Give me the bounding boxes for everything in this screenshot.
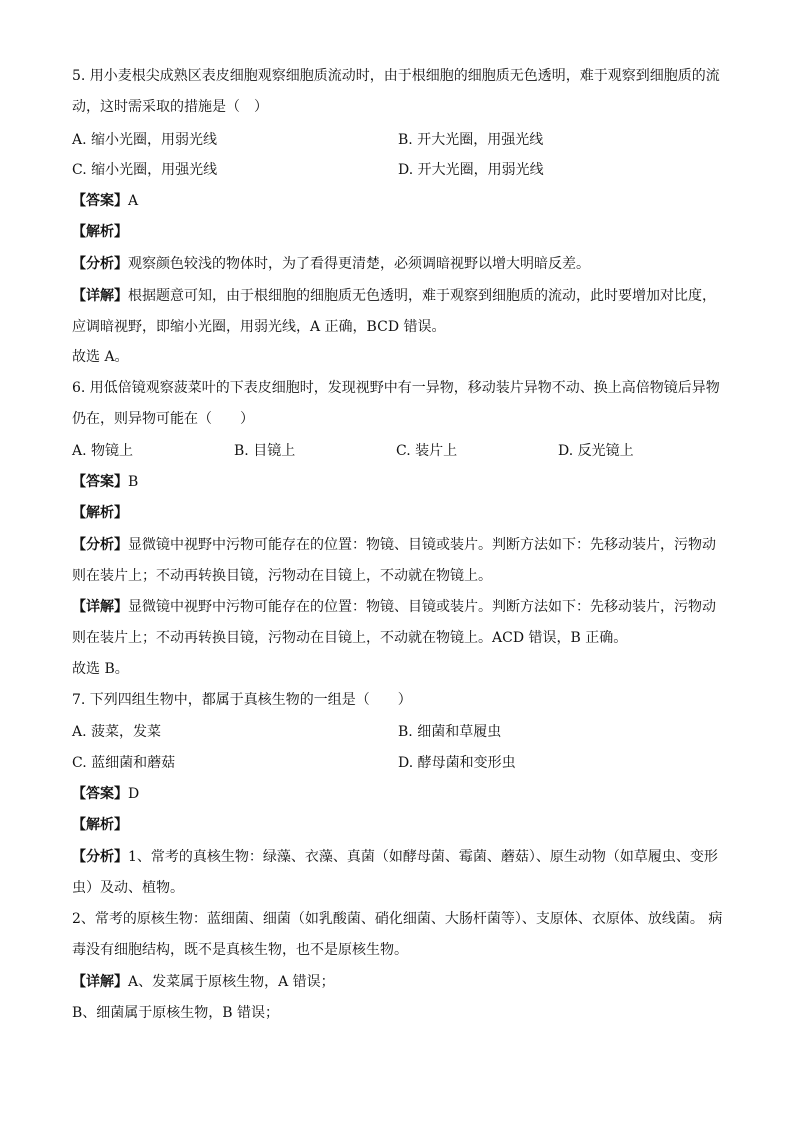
- q6-fenxi-tag: 【分析】: [72, 537, 128, 553]
- q6-stem-line2: 仍在，则异物可能在（ ）: [72, 411, 254, 427]
- q7-xiangjie-tag: 【详解】: [72, 974, 128, 990]
- q6-option-a: A. 物镜上: [72, 443, 134, 459]
- q6-xiangjie-line1: [72, 597, 716, 617]
- q6-xiangjie-text1: 显微镜中视野中污物可能存在的位置：物镜、目镜或装片。判断方法如下：先移动装片，污物动: [128, 599, 716, 615]
- q5-stem-line2: 动，这时需采取的措施是（ ）: [72, 99, 268, 115]
- q5-xiangjie-line2: 应调暗视野，即缩小光圈，用弱光线，A 正确，BCD 错误。: [72, 319, 446, 335]
- q5-xiangjie-line1: [72, 286, 716, 306]
- q7-stem: 7. 下列四组生物中，都属于真核生物的一组是（ ）: [72, 692, 412, 708]
- q7-xiangjie-text1: A、发菜属于原核生物，A 错误；: [128, 974, 335, 990]
- q6-fenxi-line2: 则在装片上；不动再转换目镜，污物动在目镜上，不动就在物镜上。: [72, 568, 492, 584]
- q5-xiangjie-tag: 【详解】: [72, 288, 128, 304]
- q6-option-b: B. 目镜上: [234, 443, 296, 459]
- q6-analysis-tag: [72, 503, 128, 523]
- q7-option-d: D. 酵母菌和变形虫: [398, 755, 516, 771]
- q5-answer-value: A: [128, 193, 139, 209]
- q5-stem-line1: 5. 用小麦根尖成熟区表皮细胞观察细胞质流动时，由于根细胞的细胞质无色透明，难于观察到细胞质的流: [72, 68, 720, 84]
- q7-fenxi-tag: 【分析】: [72, 849, 128, 865]
- q7-fenxi-line2: 虫）及动、植物。: [72, 880, 184, 896]
- q7-xiangjie-line2: B、细菌属于原核生物，B 错误；: [72, 1005, 280, 1021]
- q6-answer: [72, 472, 138, 492]
- q5-option-c: C. 缩小光圈，用强光线: [72, 162, 218, 178]
- q7-answer: [72, 784, 139, 804]
- q5-conclusion: 故选 A。: [72, 349, 129, 365]
- q6-fenxi-text1: 显微镜中视野中污物可能存在的位置：物镜、目镜或装片。判断方法如下：先移动装片，污物动: [128, 537, 716, 553]
- q5-xiangjie-text1: 根据题意可知，由于根细胞的细胞质无色透明，难于观察到细胞质的流动，此时要增加对比度，: [128, 288, 716, 304]
- q7-fenxi-line1: [72, 847, 718, 867]
- q7-option-c: C. 蓝细菌和蘑菇: [72, 755, 176, 771]
- q5-option-a: A. 缩小光圈，用弱光线: [72, 132, 218, 148]
- q7-fenxi-line4: 毒没有细胞结构，既不是真核生物，也不是原核生物。: [72, 942, 408, 958]
- q7-analysis-tag: [72, 815, 128, 835]
- q6-stem-line1: 6. 用低倍镜观察菠菜叶的下表皮细胞时，发现视野中有一异物，移动装片异物不动、换上高倍物镜后异物: [72, 380, 720, 396]
- q7-xiangjie-line1: [72, 972, 335, 992]
- q7-answer-value: D: [128, 786, 140, 802]
- q7-option-b: B. 细菌和草履虫: [398, 724, 502, 740]
- q5-option-b: B. 开大光圈，用强光线: [398, 132, 544, 148]
- q6-answer-value: B: [128, 474, 139, 490]
- q5-analysis-label: 【解析】: [72, 224, 128, 240]
- q5-option-d: D. 开大光圈，用弱光线: [398, 162, 544, 178]
- q5-fenxi-tag: 【分析】: [72, 256, 128, 272]
- q6-analysis-label: 【解析】: [72, 505, 128, 521]
- q5-answer-tag: 【答案】: [72, 193, 128, 209]
- q7-option-a: A. 菠菜，发菜: [72, 724, 162, 740]
- q7-fenxi-text1: 1、常考的真核生物：绿藻、衣藻、真菌（如酵母菌、霉菌、蘑菇）、原生动物（如草履虫、变形: [128, 849, 718, 865]
- q5-analysis-tag: [72, 222, 128, 242]
- q6-option-d: D. 反光镜上: [558, 443, 634, 459]
- q5-fenxi-text: 观察颜色较浅的物体时，为了看得更清楚，必须调暗视野以增大明暗反差。: [128, 256, 590, 272]
- q6-xiangjie-tag: 【详解】: [72, 599, 128, 615]
- q6-fenxi-line1: [72, 535, 716, 555]
- q6-conclusion: 故选 B。: [72, 661, 129, 677]
- q6-xiangjie-line2: 则在装片上；不动再转换目镜，污物动在目镜上，不动就在物镜上。ACD 错误，B 正确。: [72, 630, 628, 646]
- q6-option-c: C. 装片上: [396, 443, 458, 459]
- q7-answer-tag: 【答案】: [72, 786, 128, 802]
- q5-answer: [72, 191, 138, 211]
- q7-analysis-label: 【解析】: [72, 817, 128, 833]
- q6-answer-tag: 【答案】: [72, 474, 128, 490]
- q7-fenxi-line3: 2、常考的原核生物：蓝细菌、细菌（如乳酸菌、硝化细菌、大肠杆菌等）、支原体、衣原体、放线菌。 病: [72, 911, 723, 927]
- q5-fenxi: [72, 254, 590, 274]
